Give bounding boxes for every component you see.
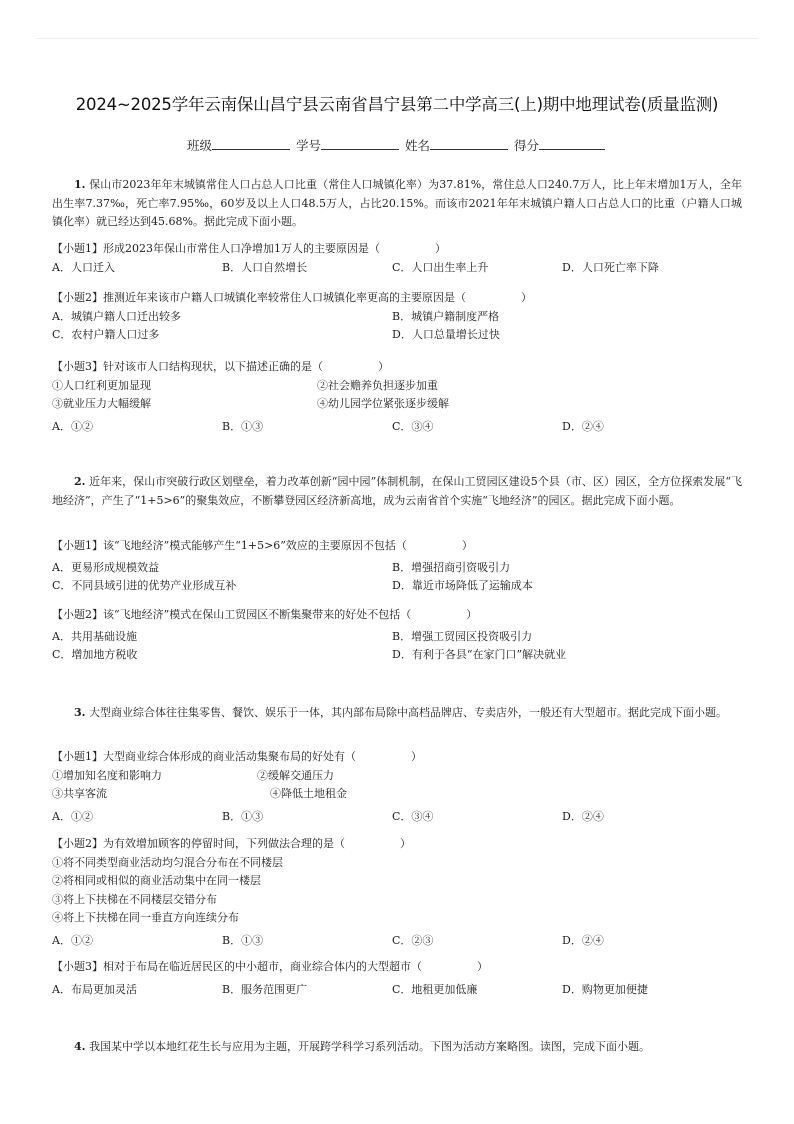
statement-row [52,377,742,396]
statement-3: ③就业压力大幅缓解 [52,397,151,410]
q2-sub2 [52,606,742,665]
statement-1: ①增加知名度和影响力 [52,768,162,782]
question-number: 3. [74,706,86,719]
option-b[interactable]: B．①③ [222,419,264,433]
option-b[interactable]: B．增强工贸园区投资吸引力 [392,629,533,643]
statement-row [52,785,742,804]
option-b[interactable]: B．服务范围更广 [222,982,308,996]
name-label: 姓名 [404,138,430,153]
student-info-line [0,136,794,154]
option-b[interactable]: B．城镇户籍制度严格 [392,309,500,323]
question-number: 4. [74,1040,86,1053]
class-label: 班级 [186,138,212,153]
q2-sub1 [52,537,742,596]
option-a[interactable]: A．人口迁入 [52,260,115,274]
statement-row [52,767,742,786]
option-row [52,418,742,437]
sub-question: 【小题2】为有效增加顾客的停留时间，下列做法合理的是（ ） [52,837,411,850]
statement-4: ④将上下扶梯在同一垂直方向连续分布 [52,911,239,924]
option-c[interactable]: C．农村户籍人口过多 [52,328,160,341]
option-row [52,808,742,827]
option-b[interactable]: B．增强招商引资吸引力 [392,560,511,574]
page-title: 2024~2025学年云南保山昌宁县云南省昌宁县第二中学高三(上)期中地理试卷(质量监测) [75,95,719,114]
option-c[interactable]: C．③④ [392,809,434,823]
option-c[interactable]: C．人口出生率上升 [392,260,489,274]
option-row [52,259,742,278]
option-d[interactable]: D．有利于各县“在家门口”解决就业 [392,648,567,661]
statement-3: ③共享客流 [52,787,107,800]
option-a[interactable]: A．布局更加灵活 [52,982,137,996]
q1-sub3 [52,358,742,436]
q1-sub2 [52,289,742,345]
q1-sub1 [52,240,742,277]
class-blank[interactable] [212,138,290,150]
question-text: 保山市2023年年末城镇常住人口占总人口比重（常住人口城镇化率）为37.81%，常住总人口240.7万人，比上年末增加1万人，全年出生率7.37‰，死亡率7.95‰，60岁及以上人口48.5万人，占比20.15%。而该市2021年年末城镇户籍人口占总人口的比重（户籍人口城镇化率）就已经达到45.68%。据此完成下面小题。 [52,178,742,228]
statement-1: ①人口红利更加显现 [52,378,151,392]
option-row [52,577,742,596]
option-b[interactable]: B．①③ [222,933,264,947]
option-b[interactable]: B．人口自然增长 [222,260,308,274]
option-row [52,308,742,327]
option-c[interactable]: C．增加地方税收 [52,648,138,661]
statement-4: ④幼儿园学位紧张逐步缓解 [317,397,449,410]
sub-question: 【小题1】大型商业综合体形成的商业活动集聚布局的好处有（ ） [52,750,422,763]
option-c[interactable]: C．②③ [392,933,434,947]
question-stem [52,176,742,232]
sub-question: 【小题2】该“飞地经济”模式在保山工贸园区不断集聚带来的好处不包括（ ） [52,608,478,621]
option-d[interactable]: D．靠近市场降低了运输成本 [392,579,533,592]
sub-question: 【小题3】相对于布局在临近居民区的中小超市，商业综合体内的大型超市（ ） [52,960,488,973]
option-row [52,646,742,665]
name-blank[interactable] [430,138,508,150]
option-d[interactable]: D．②④ [562,419,604,433]
sub-question: 【小题1】该“飞地经济”模式能够产生“1+5>6”效应的主要原因不包括（ ） [52,539,473,552]
q3-sub1 [52,748,742,826]
statement-2: ②缓解交通压力 [257,768,334,782]
sub-question: 【小题3】针对该市人口结构现状，以下描述正确的是（ ） [52,360,389,373]
statement-row [52,395,742,414]
question-number: 2. [74,475,86,488]
score-label: 得分 [513,138,539,153]
option-a[interactable]: A．更易形成规模效益 [52,560,159,574]
option-a[interactable]: A．①② [52,933,93,947]
statement-2: ②将相同或相似的商业活动集中在同一楼层 [52,874,261,887]
option-c[interactable]: C．不同县域引进的优势产业形成互补 [52,579,237,592]
option-d[interactable]: D．人口死亡率下降 [562,260,659,274]
number-label: 学号 [295,138,321,153]
score-blank[interactable] [539,138,605,150]
option-row [52,326,742,345]
option-d[interactable]: D．人口总量增长过快 [392,328,500,341]
option-a[interactable]: A．①② [52,419,93,433]
statement-1: ①将不同类型商业活动均匀混合分布在不同楼层 [52,855,283,869]
header-divider [36,38,758,39]
question-text: 大型商业综合体往往集零售、餐饮、娱乐于一体，其内部布局除中高档品牌店、专卖店外，一般还有大型超市。据此完成下面小题。 [88,706,727,719]
option-row [52,559,742,578]
number-blank[interactable] [321,138,399,150]
option-row [52,981,742,1000]
option-d[interactable]: D．②④ [562,933,604,947]
q3-sub2 [52,835,742,950]
question-3 [52,704,742,723]
option-c[interactable]: C．③④ [392,419,434,433]
question-4 [52,1038,742,1057]
option-row [52,628,742,647]
question-2 [52,473,742,510]
question-1 [52,176,742,232]
sub-question: 【小题2】推测近年来该市户籍人口城镇化率较常住人口城镇化率更高的主要原因是（ ） [52,291,532,304]
option-a[interactable]: A．共用基础设施 [52,629,137,643]
option-a[interactable]: A．①② [52,809,93,823]
sub-question: 【小题1】形成2023年保山市常住人口净增加1万人的主要原因是（ ） [52,242,446,255]
question-stem [52,473,742,510]
question-text: 我国某中学以本地红花生长与应用为主题，开展跨学科学习系列活动。下图为活动方案略图。读图，完成下面小题。 [88,1040,650,1053]
option-a[interactable]: A．城镇户籍人口迁出较多 [52,309,181,323]
option-b[interactable]: B．①③ [222,809,264,823]
option-row [52,932,742,951]
statement-3: ③将上下扶梯在不同楼层交错分布 [52,892,217,906]
option-c[interactable]: C．地租更加低廉 [392,982,478,996]
statement-4: ④降低土地租金 [270,787,347,800]
question-text: 近年来，保山市突破行政区划壁垒，着力改革创新“园中园”体制机制，在保山工贸园区建设5个县（市、区）园区，全方位探索发展“飞地经济”，产生了“1+5>6”的聚集效应，不断攀登园区经济新高地，成为云南省首个实施“飞地经济”的园区。据此完成下面小题。 [52,475,743,507]
option-d[interactable]: D．购物更加便捷 [562,982,648,996]
option-d[interactable]: D．②④ [562,809,604,823]
q3-sub3 [52,958,742,999]
question-stem [52,1038,742,1057]
statement-2: ②社会赡养负担逐步加重 [317,378,438,392]
question-stem [52,704,742,723]
question-number: 1. [74,178,86,191]
